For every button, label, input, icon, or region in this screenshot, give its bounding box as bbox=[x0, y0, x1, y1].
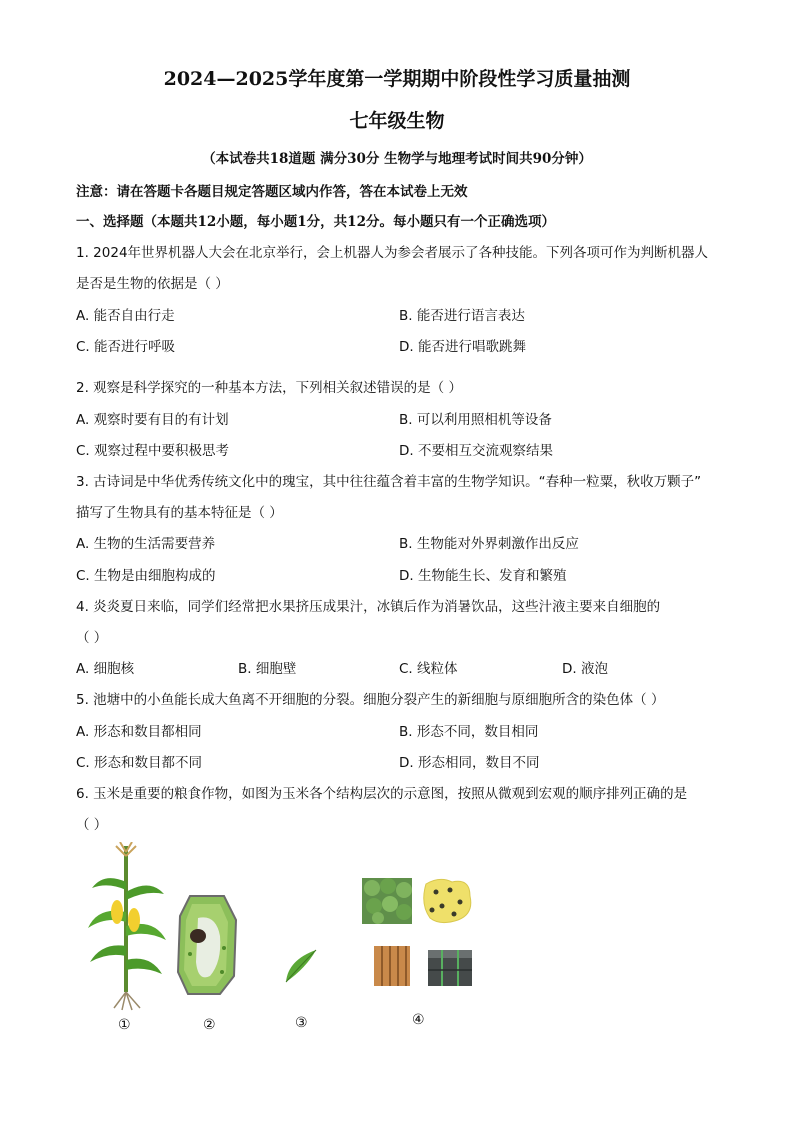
q2-option-d: D. 不要相互交流观察结果 bbox=[399, 443, 553, 459]
q2-option-b: B. 可以利用照相机等设备 bbox=[399, 412, 552, 428]
question-2-line-1: 2. 观察是科学探究的一种基本方法，下列相关叙述错误的是（ ） bbox=[76, 380, 462, 396]
figure-label-4: ④ bbox=[412, 1012, 425, 1028]
question-4-line-1: 4. 炎炎夏日来临，同学们经常把水果挤压成果汁，冰镇后作为消暑饮品，这些汁液主要来自细胞的 bbox=[76, 599, 661, 615]
question-5-line-1: 5. 池塘中的小鱼能长成大鱼离不开细胞的分裂。细胞分裂产生的新细胞与原细胞所含的染色体（ ） bbox=[76, 692, 665, 708]
q5-option-c: C. 形态和数目都不同 bbox=[76, 755, 203, 771]
tissue-icon bbox=[360, 874, 474, 996]
question-6-line-2: （ ） bbox=[76, 817, 108, 833]
question-3-line-1: 3. 古诗词是中华优秀传统文化中的瑰宝，其中往往蕴含着丰富的生物学知识。“春种一粒粟，秋收万颗子” bbox=[76, 474, 702, 490]
q1-option-d: D. 能否进行唱歌跳舞 bbox=[399, 339, 526, 355]
q3-option-d: D. 生物能生长、发育和繁殖 bbox=[399, 568, 567, 584]
notice: 注意：请在答题卡各题目规定答题区域内作答，答在本试卷上无效 bbox=[76, 184, 468, 200]
q5-option-b: B. 形态不同，数目相同 bbox=[399, 724, 539, 740]
q5-option-d: D. 形态相同，数目不同 bbox=[399, 755, 540, 771]
q3-option-c: C. 生物是由细胞构成的 bbox=[76, 568, 216, 584]
q4-option-a: A. 细胞核 bbox=[76, 661, 135, 677]
q2-option-a: A. 观察时要有目的有计划 bbox=[76, 412, 229, 428]
q3-option-b: B. 生物能对外界刺激作出反应 bbox=[399, 536, 579, 552]
exam-title: 2024—2025学年度第一学期期中阶段性学习质量抽测 bbox=[163, 68, 631, 90]
figure-label-1: ① bbox=[118, 1017, 131, 1033]
leaf-icon bbox=[282, 946, 320, 986]
exam-subject: 七年级生物 bbox=[349, 110, 445, 132]
q2-option-c: C. 观察过程中要积极思考 bbox=[76, 443, 230, 459]
corn-plant-icon bbox=[84, 842, 168, 1012]
question-6-line-1: 6. 玉米是重要的粮食作物，如图为玉米各个结构层次的示意图，按照从微观到宏观的顺序排列正确的是 bbox=[76, 786, 688, 802]
q5-option-a: A. 形态和数目都相同 bbox=[76, 724, 202, 740]
q1-option-b: B. 能否进行语言表达 bbox=[399, 308, 525, 324]
question-4-line-2: （ ） bbox=[76, 630, 108, 646]
figure-label-2: ② bbox=[203, 1017, 216, 1033]
section-heading: 一、选择题（本题共12小题，每小题1分，共12分。每小题只有一个正确选项） bbox=[76, 214, 555, 230]
plant-cell-icon bbox=[176, 892, 238, 998]
q4-option-c: C. 线粒体 bbox=[399, 661, 458, 677]
q4-option-b: B. 细胞壁 bbox=[238, 661, 297, 677]
q4-option-d: D. 液泡 bbox=[562, 661, 608, 677]
question-1-line-1: 1. 2024年世界机器人大会在北京举行，会上机器人为参会者展示了各种技能。下列各项可作为判断机器人 bbox=[76, 245, 709, 261]
exam-info: （本试卷共18道题 满分30分 生物学与地理考试时间共90分钟） bbox=[202, 151, 592, 167]
q1-option-c: C. 能否进行呼吸 bbox=[76, 339, 176, 355]
q3-option-a: A. 生物的生活需要营养 bbox=[76, 536, 216, 552]
q1-option-a: A. 能否自由行走 bbox=[76, 308, 175, 324]
question-3-line-2: 描写了生物具有的基本特征是（ ） bbox=[76, 505, 283, 521]
question-1-line-2: 是否是生物的依据是（ ） bbox=[76, 276, 229, 292]
figure-label-3: ③ bbox=[295, 1015, 308, 1031]
